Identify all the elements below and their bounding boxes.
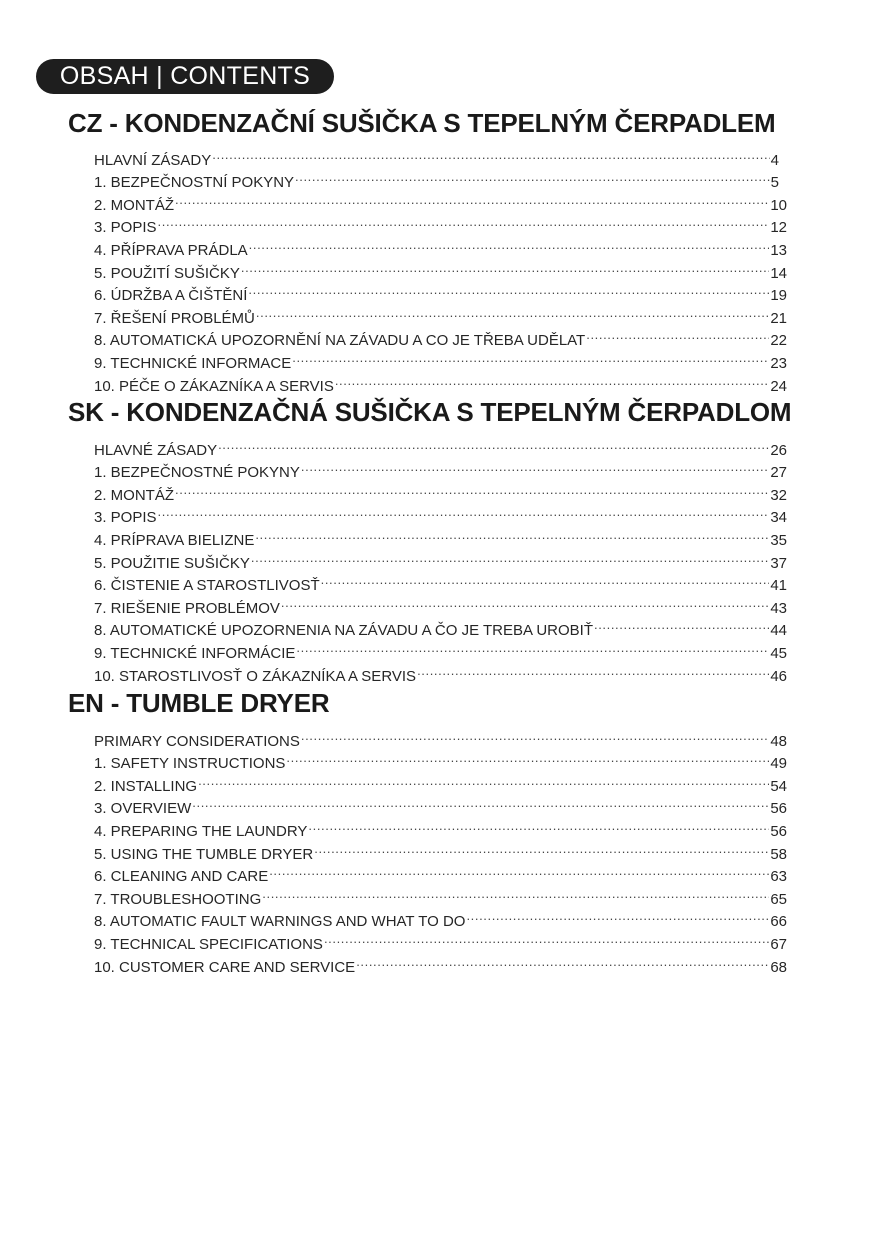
toc-entry-page: 43	[770, 599, 787, 617]
toc-entry-title: 5. USING THE TUMBLE DRYER	[94, 845, 314, 863]
dot-leader	[286, 746, 769, 769]
toc-entry-page: 56	[770, 800, 787, 818]
toc-entry-page: 68	[770, 958, 787, 976]
dot-leader	[256, 300, 769, 323]
dot-leader	[269, 859, 769, 882]
dot-leader	[212, 142, 769, 165]
dot-leader	[175, 477, 769, 500]
toc-entry-title: 9. TECHNICAL SPECIFICATIONS	[94, 935, 323, 953]
dot-leader	[321, 568, 770, 591]
toc-entry-title: 10. STAROSTLIVOSŤ O ZÁKAZNÍKA A SERVIS	[94, 667, 417, 685]
dot-leader	[314, 836, 769, 859]
toc-entry[interactable]	[94, 477, 787, 504]
toc-list-sk	[94, 432, 787, 685]
toc-entry-title: 7. ŘEŠENÍ PROBLÉMŮ	[94, 309, 255, 327]
toc-entry-page: 4	[770, 151, 779, 169]
dot-leader	[249, 232, 770, 255]
toc-entry-title: 1. SAFETY INSTRUCTIONS	[94, 755, 286, 773]
section-heading-sk: SK - KONDENZAČNÁ SUŠIČKA S TEPELNÝM ČERPADLOM	[68, 397, 792, 427]
toc-entry-title: 3. POPIS	[94, 219, 157, 237]
toc-entry-page: 35	[770, 531, 787, 549]
dot-leader	[324, 926, 769, 949]
toc-entry-title: 2. MONTÁŽ	[94, 196, 175, 214]
dot-leader	[192, 791, 769, 814]
contents-title-badge	[36, 59, 334, 94]
toc-list-en	[94, 723, 787, 976]
dot-leader	[586, 323, 769, 346]
toc-entry-title: 7. TROUBLESHOOTING	[94, 890, 262, 908]
dot-leader	[158, 210, 770, 233]
toc-entry-page: 54	[770, 777, 787, 795]
toc-entry-title: 6. ÚDRŽBA A ČIŠTĚNÍ	[94, 287, 248, 305]
toc-entry-title: 10. PÉČE O ZÁKAZNÍKA A SERVIS	[94, 377, 334, 395]
toc-entry-title: 3. OVERVIEW	[94, 800, 192, 818]
toc-entry-title: 5. POUŽITIE SUŠIČKY	[94, 554, 250, 572]
toc-entry-page: 41	[770, 577, 787, 595]
toc-entry-page: 10	[770, 196, 787, 214]
toc-entry-page: 58	[770, 845, 787, 863]
section-heading-en: EN - TUMBLE DRYER	[68, 688, 330, 718]
contents-title: OBSAH | CONTENTS	[59, 62, 311, 90]
section-heading-cz: CZ - KONDENZAČNÍ SUŠIČKA S TEPELNÝM ČERPADLEM	[68, 108, 776, 138]
dot-leader	[292, 345, 769, 368]
toc-entry-title: 10. CUSTOMER CARE AND SERVICE	[94, 958, 356, 976]
dot-leader	[295, 165, 770, 188]
dot-leader	[281, 590, 769, 613]
toc-entry[interactable]	[94, 432, 787, 459]
toc-entry-page: 56	[770, 822, 787, 840]
toc-entry[interactable]	[94, 210, 787, 237]
toc-entry[interactable]	[94, 500, 787, 527]
dot-leader	[466, 904, 769, 927]
toc-entry-page: 21	[770, 309, 787, 327]
toc-entry-page: 48	[770, 732, 787, 750]
toc-list-cz	[94, 142, 787, 395]
toc-entry-page: 37	[770, 554, 787, 572]
toc-entry-title: 2. MONTÁŽ	[94, 486, 175, 504]
toc-entry-page: 67	[770, 935, 787, 953]
toc-entry-title: 6. ČISTENIE A STAROSTLIVOSŤ	[94, 577, 320, 595]
toc-entry[interactable]	[94, 768, 787, 795]
toc-entry-page: 24	[770, 377, 787, 395]
toc-entry[interactable]	[94, 522, 787, 549]
dot-leader	[255, 522, 769, 545]
toc-entry-title: 8. AUTOMATICKÁ UPOZORNĚNÍ NA ZÁVADU A CO JE TŘEBA UDĚLAT	[94, 332, 586, 350]
toc-entry-title: 4. PREPARING THE LAUNDRY	[94, 822, 308, 840]
dot-leader	[262, 881, 769, 904]
toc-entry-page: 49	[770, 755, 787, 773]
toc-entry-title: 7. RIEŠENIE PROBLÉMOV	[94, 599, 280, 617]
toc-entry-page: 13	[770, 241, 787, 259]
toc-entry-page: 66	[770, 913, 787, 931]
toc-entry-title: 2. INSTALLING	[94, 777, 198, 795]
toc-entry-title: 5. POUŽITÍ SUŠIČKY	[94, 264, 240, 282]
toc-entry-page: 32	[770, 486, 787, 504]
toc-entry-title: 9. TECHNICKÉ INFORMÁCIE	[94, 644, 296, 662]
dot-leader	[417, 658, 769, 681]
toc-entry-title: HLAVNÉ ZÁSADY	[94, 441, 218, 459]
toc-entry-title: PRIMARY CONSIDERATIONS	[94, 732, 300, 750]
toc-entry-page: 23	[770, 354, 787, 372]
toc-entry-page: 12	[770, 219, 787, 237]
dot-leader	[241, 255, 769, 278]
toc-entry[interactable]	[94, 187, 787, 214]
toc-entry-title: 4. PŘÍPRAVA PRÁDLA	[94, 241, 248, 259]
toc-entry-page: 46	[770, 667, 787, 685]
dot-leader	[296, 635, 769, 658]
toc-entry-page: 27	[770, 464, 787, 482]
dot-leader	[356, 949, 769, 972]
toc-entry-title: 3. POPIS	[94, 509, 157, 527]
toc-entry[interactable]	[94, 813, 787, 840]
toc-entry-title: 8. AUTOMATICKÉ UPOZORNENIA NA ZÁVADU A ČO JE TREBA UROBIŤ	[94, 622, 593, 640]
toc-entry-title: 8. AUTOMATIC FAULT WARNINGS AND WHAT TO DO	[94, 913, 466, 931]
dot-leader	[158, 500, 770, 523]
toc-entry[interactable]	[94, 232, 787, 259]
toc-entry-page: 14	[770, 264, 787, 282]
toc-entry-title: HLAVNÍ ZÁSADY	[94, 151, 212, 169]
dot-leader	[218, 432, 769, 455]
toc-entry-page: 34	[770, 509, 787, 527]
toc-entry-page: 22	[770, 332, 787, 350]
toc-entry-page: 65	[770, 890, 787, 908]
toc-entry-title: 1. BEZPEČNOSTNÉ POKYNY	[94, 464, 300, 482]
dot-leader	[308, 813, 769, 836]
dot-leader	[248, 278, 769, 301]
toc-entry[interactable]	[94, 791, 787, 818]
dot-leader	[594, 613, 769, 636]
toc-entry-page: 19	[770, 287, 787, 305]
dot-leader	[335, 368, 769, 391]
toc-entry-title: 9. TECHNICKÉ INFORMACE	[94, 354, 292, 372]
toc-entry-title: 6. CLEANING AND CARE	[94, 868, 269, 886]
dot-leader	[198, 768, 769, 791]
toc-entry-page: 26	[770, 441, 787, 459]
toc-entry-page: 63	[770, 868, 787, 886]
toc-entry[interactable]	[94, 142, 787, 169]
toc-entry-page: 44	[770, 622, 787, 640]
dot-leader	[301, 455, 769, 478]
toc-entry-page: 5	[770, 174, 779, 192]
dot-leader	[251, 545, 769, 568]
toc-entry-title: 4. PRÍPRAVA BIELIZNE	[94, 531, 255, 549]
toc-entry-page: 45	[770, 644, 787, 662]
toc-entry-title: 1. BEZPEČNOSTNÍ POKYNY	[94, 174, 295, 192]
dot-leader	[301, 723, 769, 746]
dot-leader	[175, 187, 769, 210]
toc-entry[interactable]	[94, 723, 787, 750]
